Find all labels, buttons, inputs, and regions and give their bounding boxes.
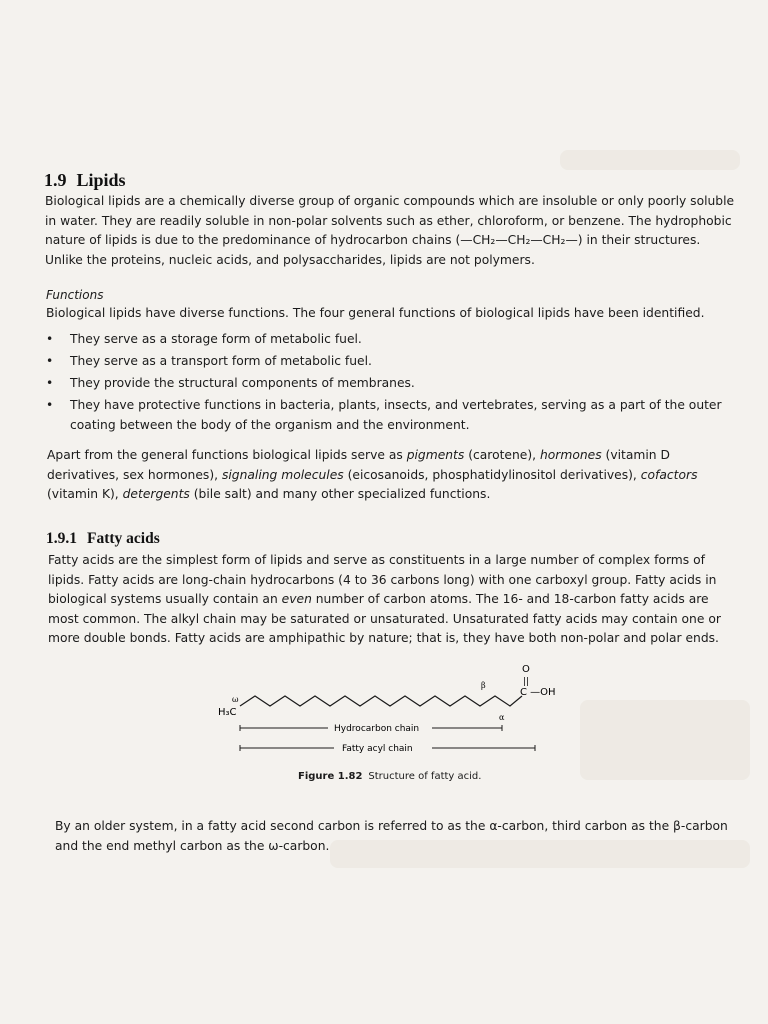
subsection-title: Fatty acids (87, 530, 160, 547)
double-bond-mark: || (523, 677, 530, 687)
functions-label: Functions (46, 288, 104, 302)
h3c-label: H₃C (218, 707, 237, 718)
functions-lead-paragraph: Biological lipids have diverse functions. The four general functions of biological lipids have been identified. (46, 306, 705, 320)
section-title: Lipids (76, 170, 126, 190)
beta-label: β (481, 681, 486, 690)
scan-stain (580, 700, 750, 780)
fatty-acids-paragraph: Fatty acids are the simplest form of lipids and serve as constituents in a large number of complex forms of lipids. Fatty acids are long-chain hydrocarbons (4 to 36 carbons long) with one carboxyl group. Fatty acids in biological systems usually contain an even number of carbon atoms. The 16- and 18-carbon fatty acids are most common. The alkyl chain may be saturated or unsaturated. Unsaturated fatty acids may contain one or more double bonds. Fatty acids are amphipathic by nature; that is, they have both non-polar and polar ends. (48, 553, 721, 646)
bullet-icon: • (46, 398, 54, 413)
omega-label: ω (232, 695, 239, 704)
subsection-number: 1.9.1 (46, 530, 77, 547)
list-item: • They have protective functions in bacteria, plants, insects, and vertebrates, serving as a part of the outer coating between the body of the organism and the environment. (46, 396, 736, 435)
figure-caption-label: Figure 1.82 (298, 771, 363, 782)
apart-paragraph: Apart from the general functions biological lipids serve as pigments (carotene), hormones (vitamin D derivatives, sex hormones), signaling molecules (eicosanoids, phosphatidylinositol derivatives), cofactors (vitamin K), detergents (bile salt) and many other specialized functions. (47, 448, 698, 502)
older-system-paragraph: By an older system, in a fatty acid second carbon is referred to as the α-carbon, third carbon as the β-carbon and the end methyl carbon as the ω-carbon. (55, 819, 728, 853)
subsection-heading (46, 530, 160, 548)
bullet-icon: • (46, 332, 54, 346)
carboxyl-label: C —OH (520, 687, 556, 698)
bullet-icon: • (46, 354, 54, 369)
figure-caption (298, 771, 481, 782)
functions-list (46, 330, 736, 438)
figure-caption-text: Structure of fatty acid. (368, 771, 482, 782)
scan-stain (560, 150, 740, 170)
fatty-acid-structure-figure (210, 658, 590, 758)
fatty-acyl-chain-label: Fatty acyl chain (342, 744, 413, 754)
hydrocarbon-chain-zigzag (240, 696, 522, 706)
intro-paragraph: Biological lipids are a chemically diverse group of organic compounds which are insoluble or only poorly soluble in water. They are readily soluble in non-polar solvents such as ether, chloroform, or benzene. The hydrophobic nature of lipids is due to the predominance of hydrocarbon chains (—CH₂—CH₂—CH₂—) in their structures. Unlike the proteins, nucleic acids, and polysaccharides, lipids are not polymers. (45, 194, 735, 267)
list-item: • They serve as a transport form of metabolic fuel. (46, 352, 736, 372)
alpha-label: α (499, 713, 505, 722)
oxygen-label: O (522, 664, 530, 675)
section-number: 1.9 (44, 170, 67, 190)
section-heading (44, 170, 126, 191)
bullet-icon: • (46, 376, 54, 391)
hydrocarbon-chain-label: Hydrocarbon chain (334, 724, 420, 734)
list-item: • They serve as a storage form of metabolic fuel. (46, 330, 736, 350)
list-item: • They provide the structural components of membranes. (46, 374, 736, 394)
